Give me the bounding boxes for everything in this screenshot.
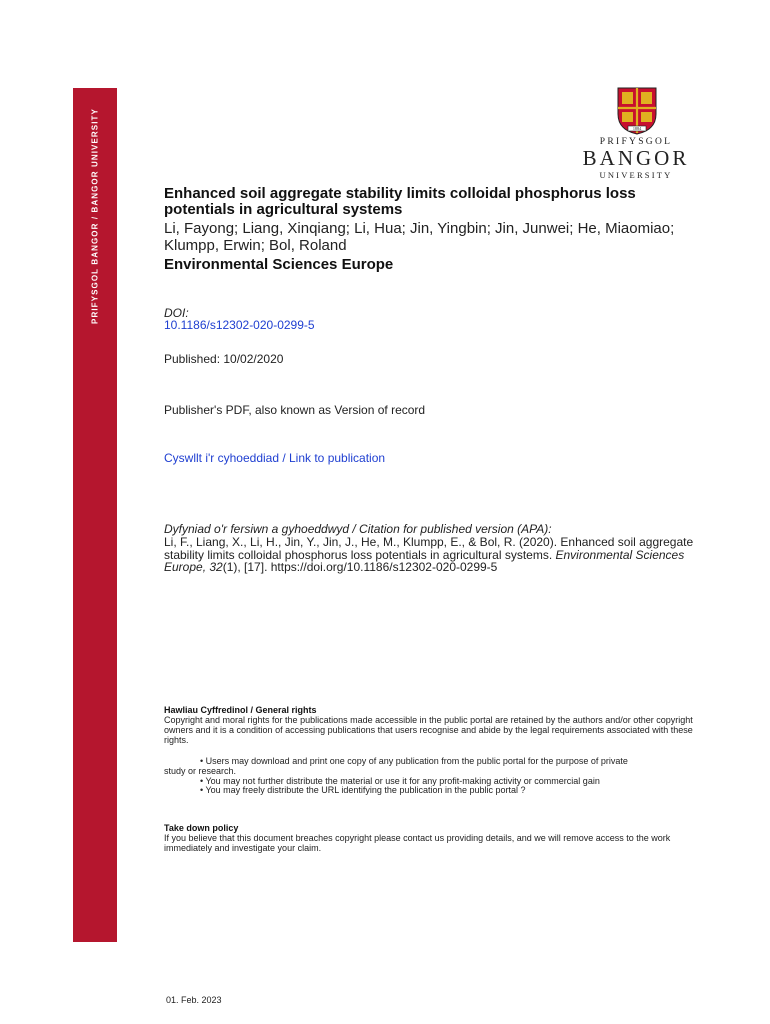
citation-part1: Li, F., Liang, X., Li, H., Jin, Y., Jin, J., He, M., Klumpp, E., & Bol, R. (2020). Enhanced soil aggregate stability limits colloidal phosphorus loss potentials in agricultural systems. [164, 535, 694, 562]
rights-body: Copyright and moral rights for the publications made accessible in the public portal are retained by the authors and/or other copyright owners and it is a condition of accessing publications that users recognise and abide by the legal requirements associated with these rights. [164, 715, 693, 745]
takedown-body: If you believe that this document breaches copyright please contact us providing details, and we will remove access to the work immediately and investigate your claim. [164, 833, 671, 853]
logo-university: UNIVERSITY [599, 170, 673, 180]
document-title: Enhanced soil aggregate stability limits colloidal phosphorus loss potentials in agricultural systems [164, 185, 636, 218]
rights-bullet-3: • You may freely distribute the URL identifying the publication in the public portal ? [200, 785, 526, 796]
rights-bullets [164, 757, 709, 796]
takedown-heading: Take down policy [164, 823, 239, 833]
authors: Li, Fayong; Liang, Xinqiang; Li, Hua; Jin, Yingbin; Jin, Junwei; He, Miaomiao; Klumpp, Erwin; Bol, Roland [164, 220, 675, 254]
published-date: Published: 10/02/2020 [164, 352, 284, 366]
university-logo [570, 86, 702, 182]
logo-prifysgol: PRIFYSGOL [599, 137, 673, 147]
footer-date: 01. Feb. 2023 [166, 995, 222, 1005]
rights-bullet-1: • Users may download and print one copy of any publication from the public portal for the purpose of private [200, 756, 628, 766]
citation-part2: (1), [17]. https://doi.org/10.1186/s12302-020-0299-5 [222, 560, 498, 574]
doi-link[interactable]: 10.1186/s12302-020-0299-5 [164, 318, 315, 332]
crest-year: 1884 [632, 126, 642, 132]
doi-label: DOI: [164, 306, 189, 320]
rights-bullet-2: • You may not further distribute the material or use it for any profit-making activity or commercial gain [200, 775, 600, 786]
crest-icon [616, 86, 658, 136]
sidebar-label: PRIFYSGOL BANGOR / BANGOR UNIVERSITY [90, 108, 100, 324]
citation-text [164, 536, 694, 574]
journal-name: Environmental Sciences Europe [164, 256, 394, 273]
version-note: Publisher's PDF, also known as Version of record [164, 403, 426, 417]
rights-bullet-1-cont: study or research. [164, 765, 237, 776]
rights-heading: Hawliau Cyffredinol / General rights [164, 705, 317, 715]
citation-journal-volume: Environmental Sciences Europe, 32 [164, 547, 685, 574]
citation-label: Dyfyniad o'r fersiwn a gyhoeddwyd / Citation for published version (APA): [164, 522, 552, 536]
logo-bangor: BANGOR [582, 146, 690, 170]
publication-link[interactable]: Cyswllt i'r cyhoeddiad / Link to publication [164, 451, 386, 465]
